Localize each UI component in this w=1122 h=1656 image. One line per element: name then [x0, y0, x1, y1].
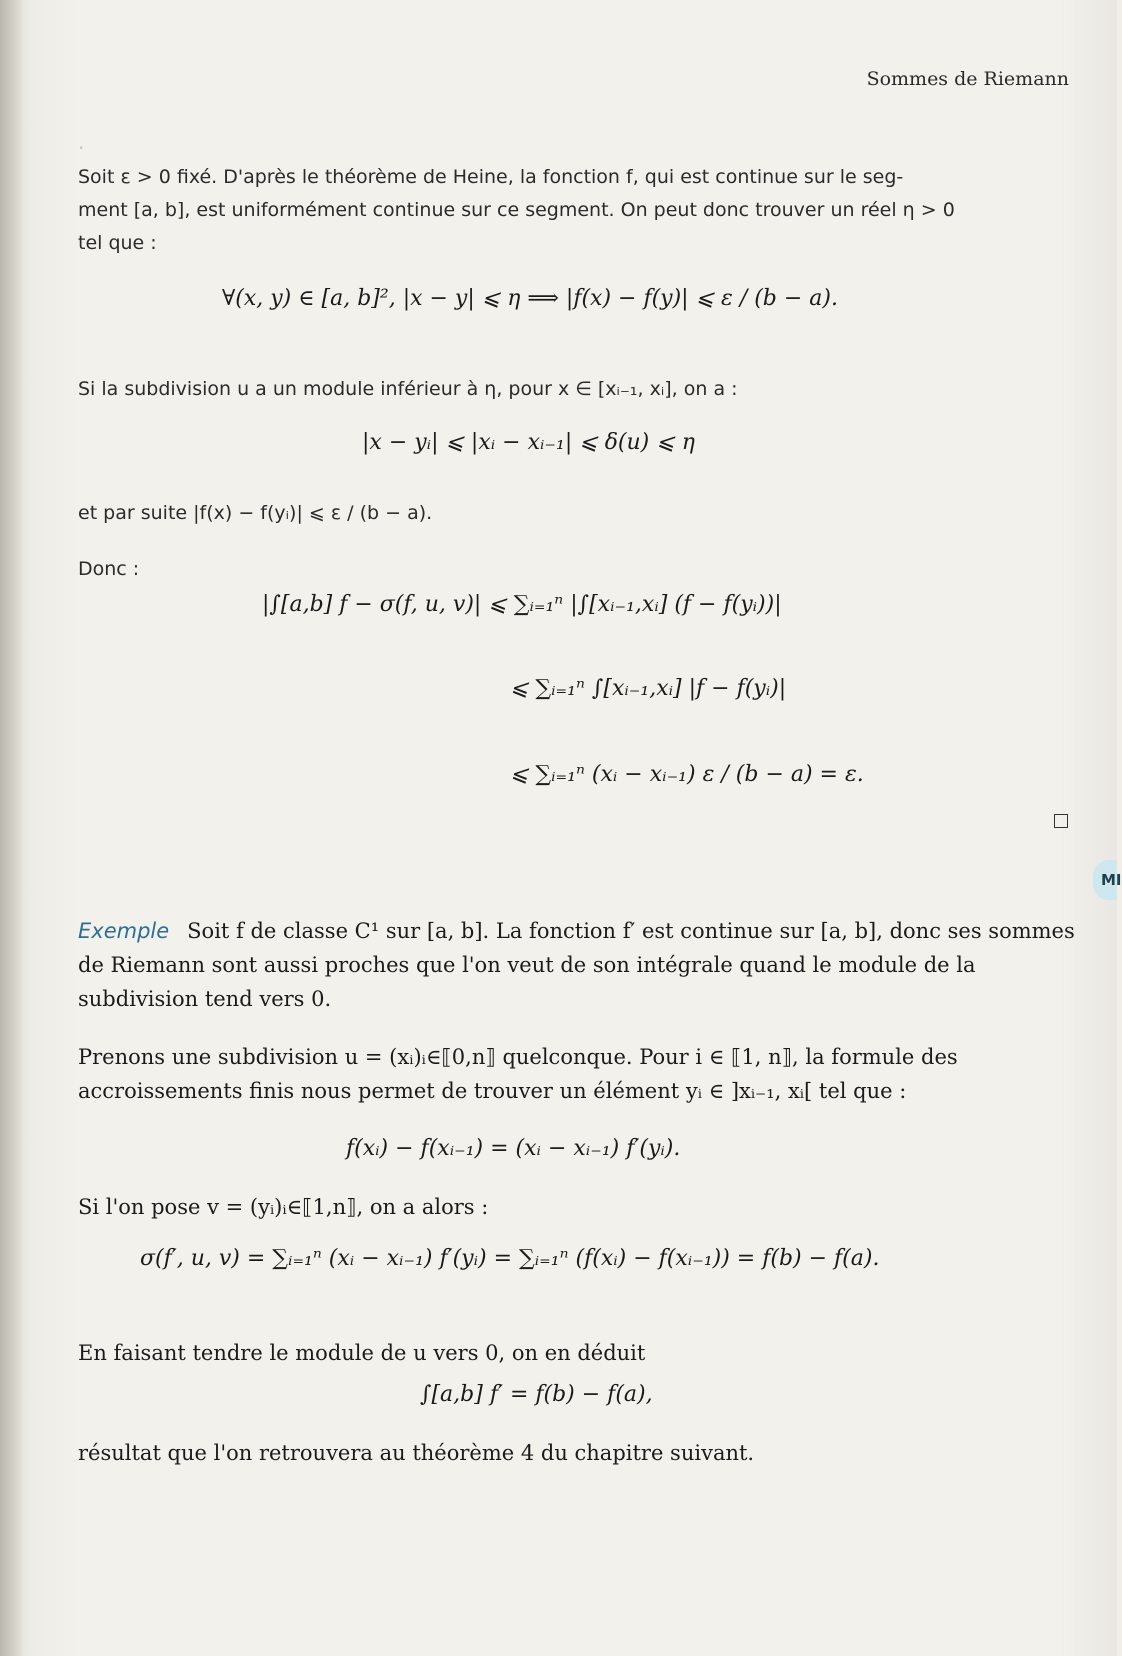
example-paragraph-2: Prenons une subdivision u = (xᵢ)ᵢ∈⟦0,n⟧ quelconque. Pour i ∈ ⟦1, n⟧, la formule des accroissements finis nous permet de trouver un élément yᵢ ∈ ]xᵢ₋₁, xᵢ[ tel que : [78, 1045, 958, 1103]
bleed-through: · [78, 136, 85, 160]
example-paragraph-1 [78, 914, 1078, 1016]
proof-line-2: ment [a, b], est uniformément continue sur ce segment. On peut donc trouver un réel η > 0 [78, 199, 955, 221]
page-binding-shadow [0, 0, 22, 1656]
equation-taf: f(xᵢ) − f(xᵢ₋₁) = (xᵢ − xᵢ₋₁) f′(yᵢ). [346, 1136, 681, 1161]
example-label: Exemple [78, 919, 170, 943]
equation-final: ∫[a,b] f′ = f(b) − f(a), [420, 1382, 653, 1407]
example-paragraph-4: En faisant tendre le module de u vers 0, on en déduit [78, 1341, 646, 1365]
chapter-side-tab: MI [1093, 860, 1117, 900]
example-paragraph-5: résultat que l'on retrouvera au théorème 4 du chapitre suivant. [78, 1441, 755, 1465]
equation-bound: |x − yᵢ| ⩽ |xᵢ − xᵢ₋₁| ⩽ δ(u) ⩽ η [362, 430, 695, 455]
equation-chain-line-2: ⩽ ∑ᵢ₌₁ⁿ ∫[xᵢ₋₁,xᵢ] |f − f(yᵢ)| [510, 676, 787, 701]
equation-chain-line-1: |∫[a,b] f − σ(f, u, v)| ⩽ ∑ᵢ₌₁ⁿ |∫[xᵢ₋₁,xᵢ] (f − f(yᵢ))| [262, 592, 782, 617]
example-text-1: Soit f de classe C¹ sur [a, b]. La fonction f′ est continue sur [a, b], donc ses sommes de Riemann sont aussi proches que l'on veut de son intégrale quand le module de la subdivision tend vers 0. [78, 919, 1075, 1011]
proof-line-3: tel que : [78, 232, 157, 254]
end-of-proof-square [1054, 814, 1068, 828]
running-title: Sommes de Riemann [866, 68, 1069, 90]
proof-donc: Donc : [78, 558, 140, 580]
proof-subdivision-text: Si la subdivision u a un module inférieur à η, pour x ∈ [xᵢ₋₁, xᵢ], on a : [78, 378, 738, 400]
equation-chain-line-3: ⩽ ∑ᵢ₌₁ⁿ (xᵢ − xᵢ₋₁) ε / (b − a) = ε. [510, 762, 864, 787]
proof-line-1: Soit ε > 0 fixé. D'après le théorème de Heine, la fonction f, qui est continue sur le seg- [78, 166, 904, 188]
proof-consequence: et par suite |f(x) − f(yᵢ)| ⩽ ε / (b − a). [78, 502, 433, 524]
equation-sigma: σ(f′, u, v) = ∑ᵢ₌₁ⁿ (xᵢ − xᵢ₋₁) f′(yᵢ) = ∑ᵢ₌₁ⁿ (f(xᵢ) − f(xᵢ₋₁)) = f(b) − f(a). [140, 1246, 880, 1271]
example-paragraph-3: Si l'on pose v = (yᵢ)ᵢ∈⟦1,n⟧, on a alors : [78, 1195, 489, 1219]
equation-heine: ∀(x, y) ∈ [a, b]², |x − y| ⩽ η ⟹ |f(x) − f(y)| ⩽ ε / (b − a). [222, 286, 838, 311]
